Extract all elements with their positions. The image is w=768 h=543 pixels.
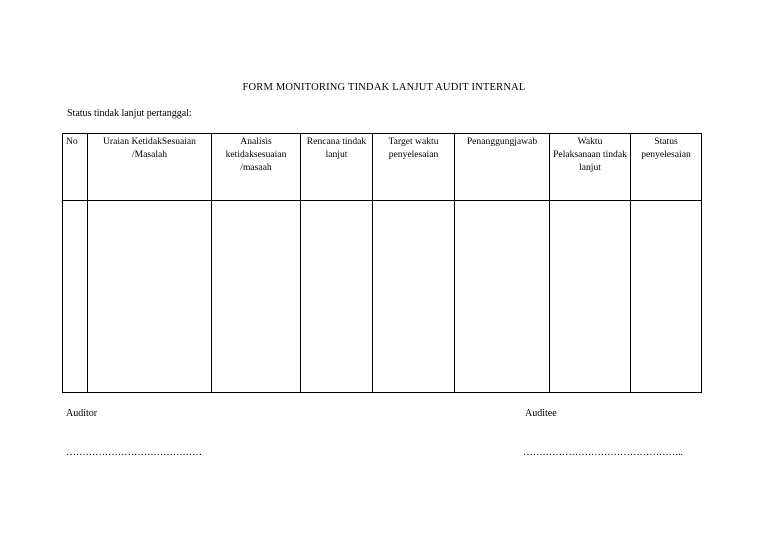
header-completion-status: Status penyelesaian [631,134,702,201]
cell-no[interactable] [63,201,88,393]
cell-completion-status[interactable] [631,201,702,393]
table-header-row [63,134,702,201]
auditor-label: Auditor [66,408,98,419]
auditee-label: Auditee [525,408,557,419]
cell-implementation-time[interactable] [550,201,631,393]
header-nonconformity-analysis: Analisis ketidaksesuaian /masaah [212,134,301,201]
table-row [63,201,702,393]
header-follow-up-plan: Rencana tindak lanjut [301,134,373,201]
auditor-signature-line: …………………………………… [66,447,202,458]
auditee-signature-line: ………………………………………….. [523,447,683,458]
status-date-label: Status tindak lanjut pertanggal: [67,108,192,119]
cell-follow-up-plan[interactable] [301,201,373,393]
cell-person-in-charge[interactable] [455,201,550,393]
cell-target-completion-time[interactable] [373,201,455,393]
cell-nonconformity-description[interactable] [88,201,212,393]
header-target-completion-time: Target waktu penyelesaian [373,134,455,201]
monitoring-table [62,133,702,393]
header-nonconformity-description: Uraian KetidakSesuaian /Masalah [88,134,212,201]
header-person-in-charge: Penanggungjawab [455,134,550,201]
header-implementation-time: Waktu Pelaksanaan tindak lanjut [550,134,631,201]
form-title: FORM MONITORING TINDAK LANJUT AUDIT INTERNAL [242,82,526,93]
header-no: No [63,134,88,201]
cell-nonconformity-analysis[interactable] [212,201,301,393]
